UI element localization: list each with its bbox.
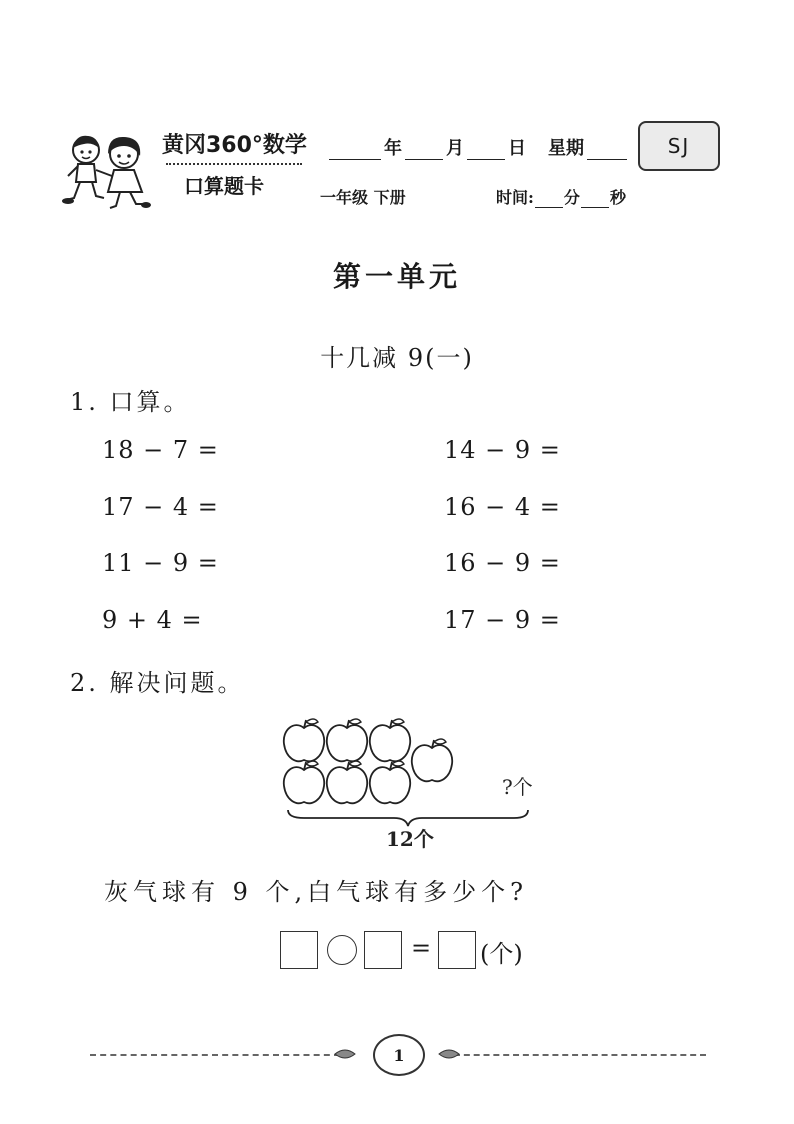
unit-label: (个) bbox=[480, 940, 523, 968]
total-count-label: 12个 bbox=[386, 827, 434, 851]
operator-circle[interactable] bbox=[327, 935, 357, 965]
brand-title: 黄冈360°数学 bbox=[162, 133, 307, 158]
brand-divider bbox=[166, 163, 302, 165]
unknown-count-label: ?个 bbox=[502, 775, 533, 799]
minute-blank[interactable] bbox=[535, 191, 563, 208]
equation-left-1: 18 − 7 = bbox=[102, 436, 219, 464]
equation-left-3: 11 − 9 = bbox=[102, 549, 219, 577]
year-blank[interactable] bbox=[329, 141, 381, 160]
grade-label: 一年级 下册 bbox=[320, 188, 406, 207]
answer-box-2[interactable] bbox=[364, 931, 402, 969]
equation-right-1: 14 − 9 = bbox=[444, 436, 561, 464]
second-label: 秒 bbox=[609, 188, 626, 207]
weekday-blank[interactable] bbox=[587, 141, 627, 160]
answer-box-1[interactable] bbox=[280, 931, 318, 969]
page-number: 1 bbox=[373, 1034, 425, 1076]
section-1-heading: 1. 口算。 bbox=[70, 388, 191, 416]
equation-right-3: 16 − 9 = bbox=[444, 549, 561, 577]
lesson-title: 十几减 9(一) bbox=[320, 344, 474, 372]
equation-right-2: 16 − 4 = bbox=[444, 493, 561, 521]
equals-sign: = bbox=[411, 934, 432, 962]
cartoon-kids-logo bbox=[62, 128, 158, 214]
month-label: 月 bbox=[446, 138, 464, 159]
time-label: 时间: bbox=[496, 188, 534, 207]
answer-box-result[interactable] bbox=[438, 931, 476, 969]
footer-dash-left bbox=[90, 1054, 340, 1056]
year-label: 年 bbox=[384, 138, 402, 159]
balloon-figure bbox=[270, 712, 560, 857]
section-2-heading: 2. 解决问题。 bbox=[70, 669, 245, 697]
white-balloon bbox=[412, 739, 452, 781]
equation-left-2: 17 − 4 = bbox=[102, 493, 219, 521]
balloons-row-2 bbox=[284, 761, 410, 803]
minute-label: 分 bbox=[563, 188, 580, 207]
footer-dash-right bbox=[454, 1054, 706, 1056]
day-blank[interactable] bbox=[467, 141, 505, 160]
gray-balloons-row bbox=[284, 719, 410, 761]
equation-left-4: 9 + 4 = bbox=[102, 606, 203, 634]
month-blank[interactable] bbox=[405, 141, 443, 160]
weekday-label: 星期 bbox=[548, 138, 584, 159]
second-blank[interactable] bbox=[581, 191, 609, 208]
date-line bbox=[326, 134, 630, 160]
word-problem-question: 灰气球有 9 个,白气球有多少个? bbox=[104, 878, 529, 906]
equation-right-4: 17 − 9 = bbox=[444, 606, 561, 634]
time-line bbox=[496, 185, 626, 208]
brand-subtitle: 口算题卡 bbox=[184, 174, 264, 198]
edition-badge: SJ bbox=[638, 121, 720, 171]
day-label: 日 bbox=[508, 138, 526, 159]
unit-title: 第一单元 bbox=[332, 260, 461, 293]
total-brace bbox=[288, 810, 528, 826]
